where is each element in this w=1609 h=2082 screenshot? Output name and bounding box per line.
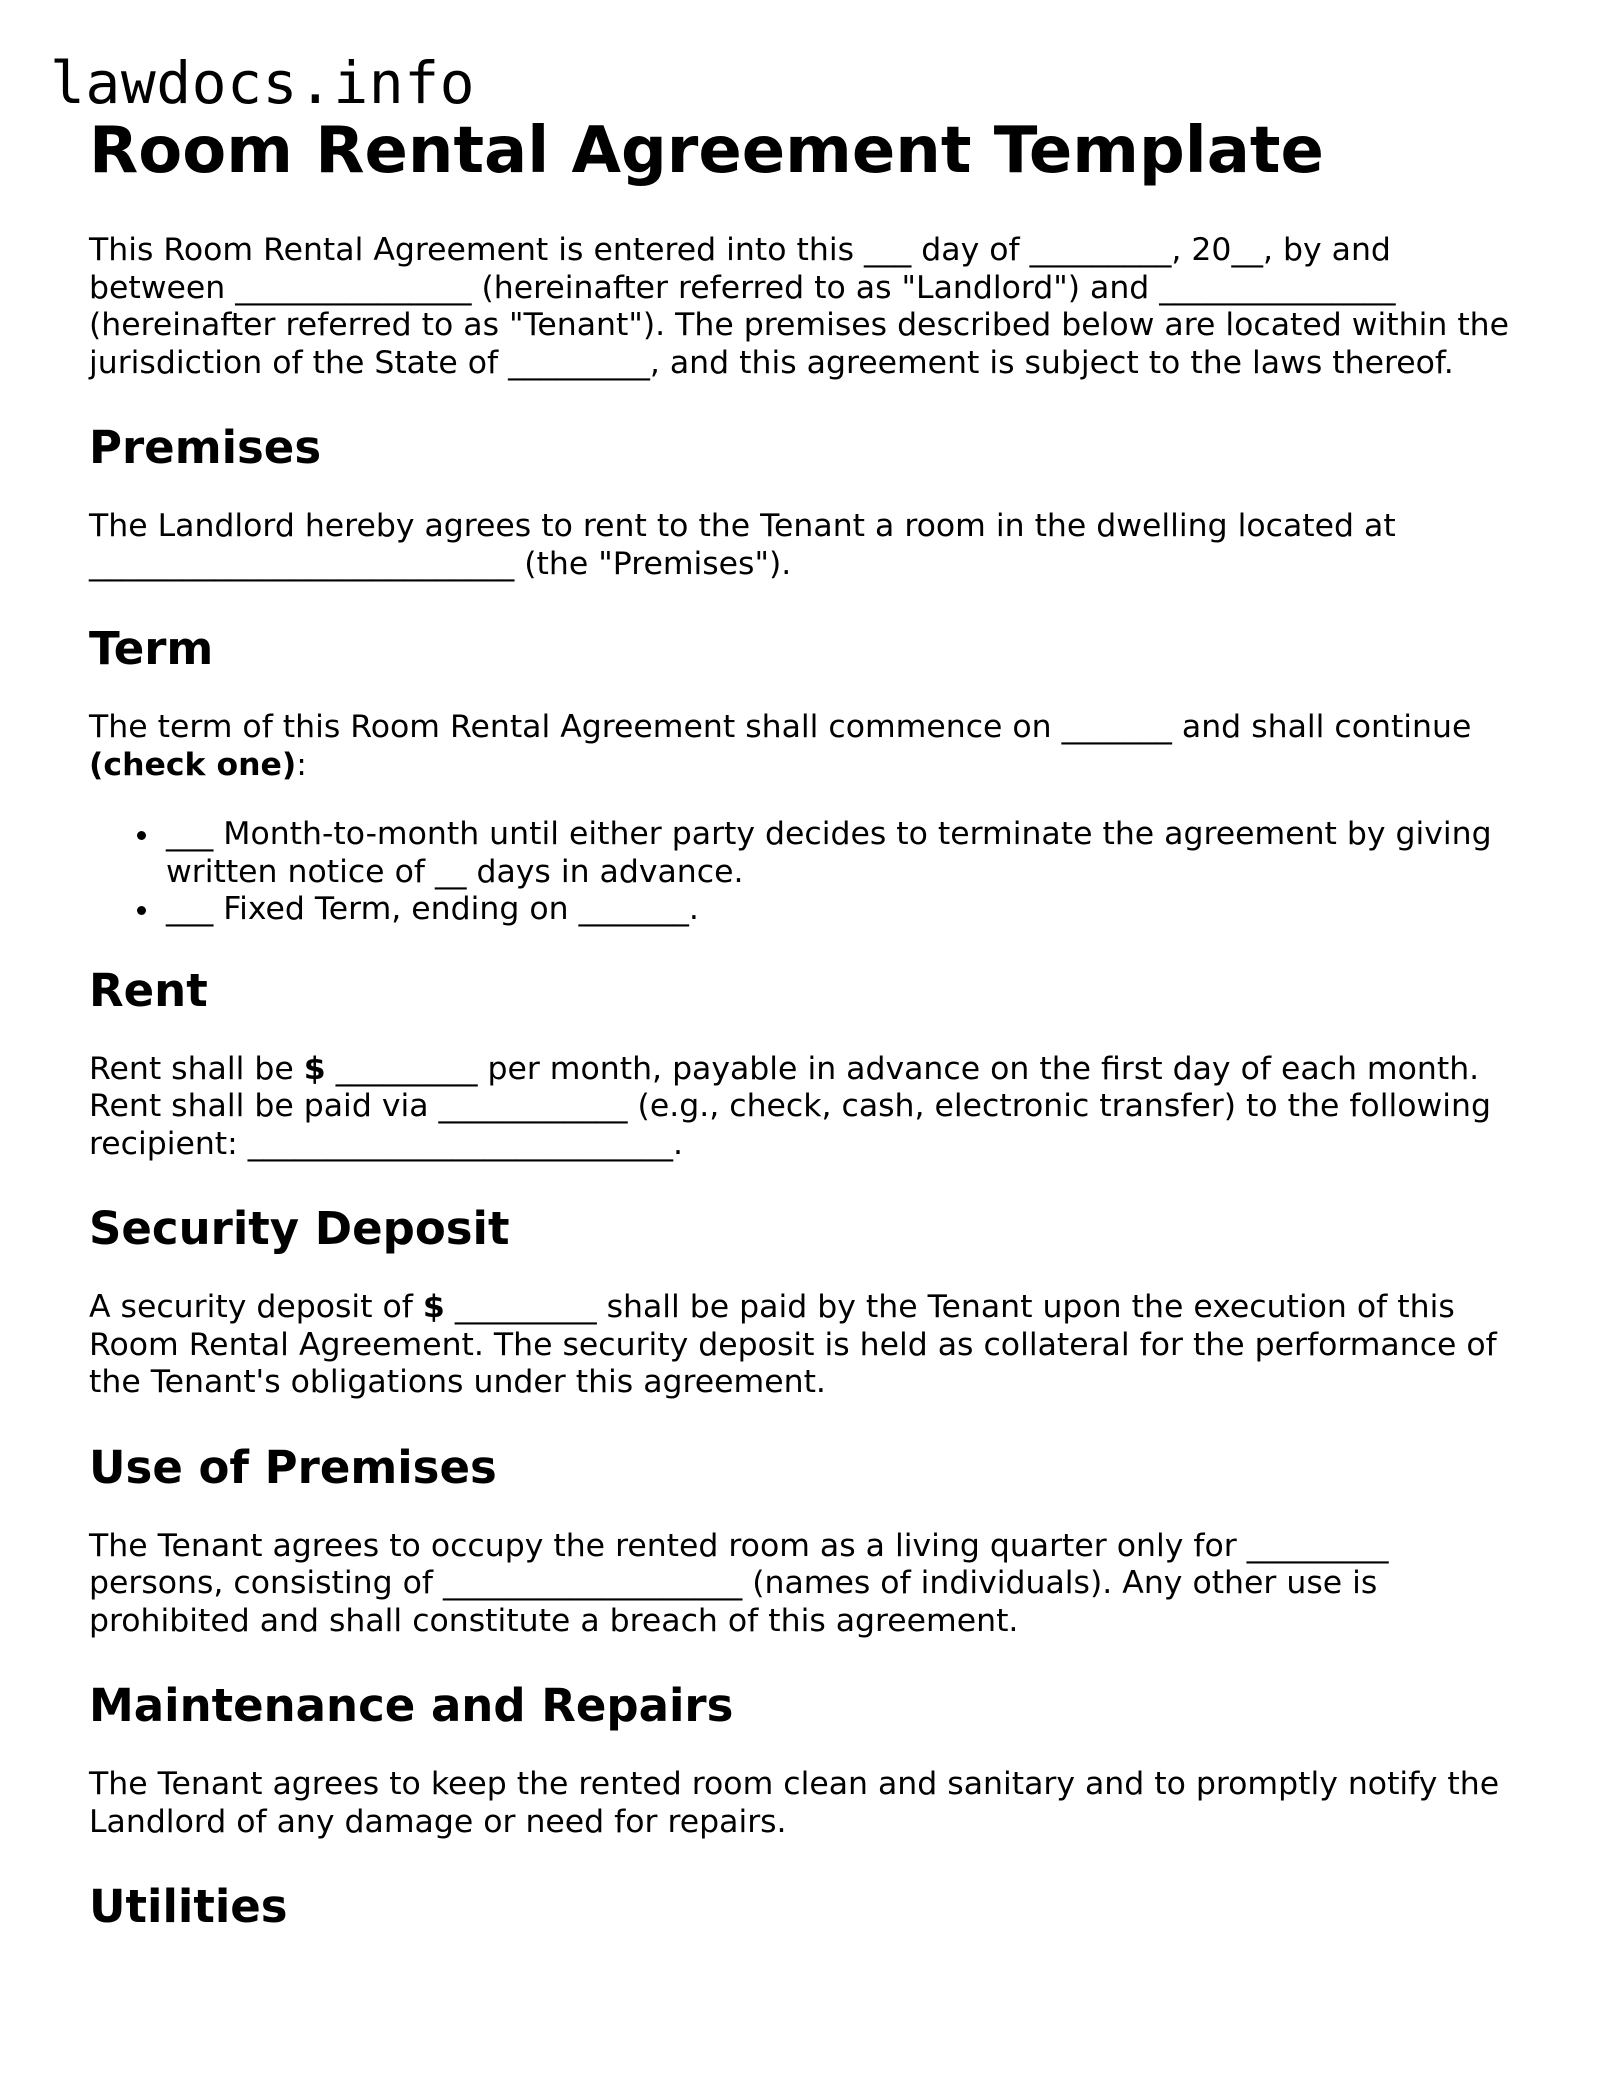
deposit-currency-symbol: $	[422, 1289, 445, 1325]
rent-currency-symbol: $	[303, 1050, 326, 1087]
term-suffix: :	[296, 746, 307, 783]
rent-heading: Rent	[89, 963, 208, 1017]
term-check-one: (check one)	[89, 746, 297, 783]
premises-heading: Premises	[89, 421, 322, 474]
rent-paragraph	[89, 1051, 1529, 1164]
term-section	[89, 621, 1529, 929]
maintenance-heading: Maintenance and Repairs	[89, 1679, 734, 1732]
rent-section	[89, 963, 1529, 1164]
security-deposit-heading: Security Deposit	[89, 1202, 510, 1255]
term-text: The term of this Room Rental Agreement shall commence on _______ and shall continue	[89, 709, 1472, 745]
use-of-premises-section	[89, 1440, 1529, 1641]
term-option-fixed-term: ___ Fixed Term, ending on _______.	[166, 891, 1529, 929]
security-deposit-section	[89, 1201, 1529, 1402]
rent-text-before: Rent shall be	[89, 1050, 304, 1087]
premises-section	[89, 420, 1529, 583]
document-title: Room Rental Agreement Template	[89, 114, 1324, 188]
utilities-heading: Utilities	[89, 1880, 288, 1933]
term-heading: Term	[89, 622, 214, 675]
document-body	[89, 112, 1529, 1967]
maintenance-section	[89, 1678, 1529, 1841]
term-paragraph	[89, 709, 1529, 784]
deposit-text-before: A security deposit of	[89, 1289, 423, 1325]
use-of-premises-heading: Use of Premises	[89, 1440, 497, 1494]
site-watermark: lawdocs.info	[50, 49, 476, 117]
deposit-text-after: _________ shall be paid by the Tenant upon the execution of this Room Rental Agreement. The security deposit is held as collateral for the performance of the Tenant's obligations under this agreement.	[89, 1289, 1497, 1400]
term-option-month-to-month: ___ Month-to-month until either party decides to terminate the agreement by giving written notice of __ days in advance.	[166, 816, 1529, 891]
utilities-section	[89, 1879, 1529, 1935]
intro-paragraph: This Room Rental Agreement is entered into this ___ day of _________, 20__, by and between _______________ (hereinafter referred to as "Landlord") and _______________ (hereinafter referred to as "Tenant"). The premises described below are located within the jurisdiction of the State of _________, and this agreement is subject to the laws thereof.	[89, 232, 1510, 381]
use-of-premises-paragraph: The Tenant agrees to occupy the rented room as a living quarter only for _________ persons, consisting of ___________________ (names of individuals). Any other use is prohibited and shall constitute a breach of this agreement.	[89, 1527, 1389, 1639]
term-options-list	[89, 816, 1529, 929]
security-deposit-paragraph	[89, 1289, 1529, 1402]
maintenance-paragraph: The Tenant agrees to keep the rented room clean and sanitary and to promptly notify the Landlord of any damage or need for repairs.	[89, 1766, 1500, 1840]
premises-paragraph: The Landlord hereby agrees to rent to the Tenant a room in the dwelling located at ___________________________ (the "Premises").	[89, 508, 1396, 582]
rent-text-after: _________ per month, payable in advance on the first day of each month. Rent shall be paid via ____________ (e.g., check, cash, electronic transfer) to the following recipient: ___________________________.	[89, 1050, 1491, 1162]
